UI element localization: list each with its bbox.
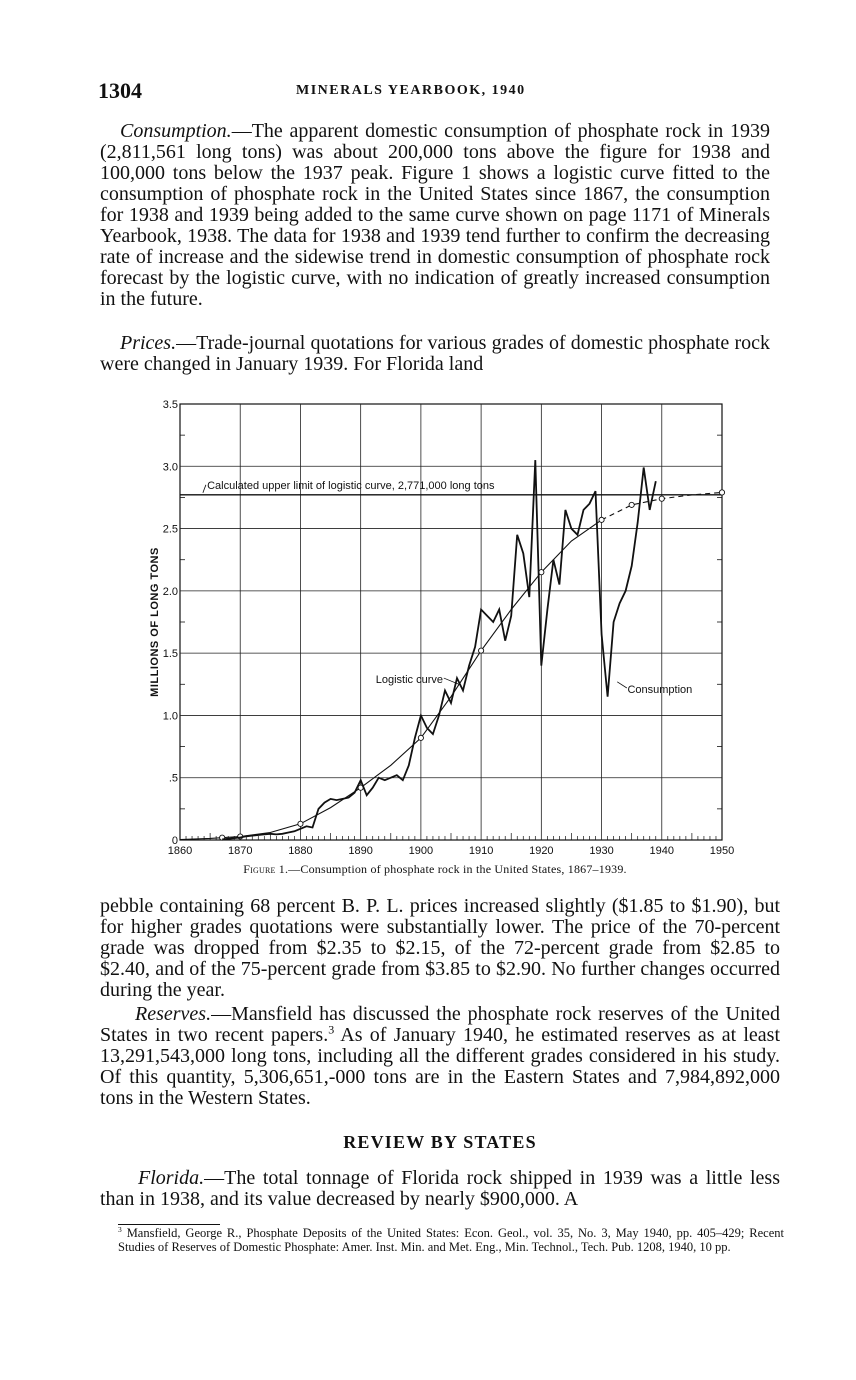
logistic-point: [719, 490, 724, 495]
consumption-chart: [140, 396, 750, 856]
footnote: [118, 1226, 784, 1254]
x-tick-label: 1940: [649, 845, 675, 856]
y-tick-label: 3.0: [162, 461, 178, 474]
x-tick-label: 1920: [529, 845, 554, 856]
consumption-paragraph: [100, 121, 770, 310]
x-tick-label: 1950: [709, 845, 735, 856]
x-tick-label: 1890: [348, 845, 373, 856]
consumption-label: Consumption.: [120, 120, 232, 142]
upper-limit-leader: [203, 485, 206, 493]
page-number: 1304: [98, 78, 142, 103]
figure-caption: [100, 862, 770, 877]
consumption-body: —The apparent domestic consumption of phosphate rock in 1939 (2,811,561 long tons) was about 200,000 tons above the figure for 1938 and 100,000 tons below the 1937 peak. Figure 1 shows a logistic curve fitted to the consumption of phosphate rock in the United States since 1867, the consumption for 1938 and 1939 being added to the same curve shown on page 1171 of Minerals Yearbook, 1938. The data for 1938 and 1939 tend further to confirm the decreasing rate of increase and the sidewise trend in domestic consumption of phosphate rock forecast by the logistic curve, with no indication of greatly increased consumption in the future.: [100, 120, 770, 310]
y-tick-label: 2.0: [162, 585, 178, 598]
figure-caption-text: —Consumption of phosphate rock in the United States, 1867–1939.: [288, 862, 627, 876]
logistic-point: [298, 821, 303, 826]
page-header: [98, 78, 778, 108]
reserves-body-a: —Mansfield has discussed the phosphate rock reserves of the United States in two recent papers.: [100, 1003, 780, 1046]
florida-body: —The total tonnage of Florida rock shipped in 1939 was a little less than in 1938, and its value decreased by nearly $900,000. A: [100, 1167, 780, 1210]
plot-frame: [180, 404, 722, 840]
florida-label: Florida.: [138, 1167, 205, 1189]
footnote-rule: [118, 1224, 220, 1225]
prices-paragraph: [100, 333, 770, 375]
x-tick-label: 1870: [227, 845, 253, 856]
upper-limit-label: Calculated upper limit of logistic curve, 2,771,000 long tons: [207, 479, 495, 492]
logistic-point: [599, 517, 604, 522]
running-title: MINERALS YEARBOOK, 1940: [296, 83, 526, 98]
y-tick-label: 1.0: [162, 710, 178, 723]
x-tick-label: 1910: [468, 845, 494, 856]
x-tick-label: 1930: [589, 845, 614, 856]
x-tick-label: 1880: [288, 845, 313, 856]
footnote-ref: 3: [328, 1022, 335, 1037]
figure-label: Figure 1.: [243, 862, 289, 876]
consumption-annotation: Consumption: [627, 684, 693, 697]
y-tick-label: 2.5: [162, 523, 178, 536]
section-heading: REVIEW BY STATES: [343, 1132, 537, 1152]
consumption-line: [222, 460, 656, 839]
prices-label: Prices.: [120, 332, 177, 354]
logistic-point: [479, 648, 484, 653]
y-tick-label: 3.5: [162, 399, 178, 411]
prices-body: —Trade-journal quotations for various grades of domestic phosphate rock were changed in January 1939. For Florida land: [100, 332, 770, 375]
y-tick-label: .5: [168, 772, 178, 785]
reserves-label: Reserves.: [135, 1003, 212, 1025]
footnote-marker: 3: [118, 1224, 122, 1234]
y-tick-label: 0: [171, 835, 178, 847]
reserves-paragraph: [100, 1004, 780, 1109]
logistic-point: [629, 502, 634, 507]
footnote-text: Mansfield, George R., Phosphate Deposits of the United States: Econ. Geol., vol. 35, No. 3, May 1940, pp. 405–429; Recent Studies of Reserves of Domestic Phosphate: Amer. Inst. Min. and Met. Eng., Min. Technol., Tech. Pub. 1208, 1940, 10 pp.: [118, 1226, 784, 1254]
florida-paragraph: [100, 1168, 780, 1210]
reserves-body-b: As of January 1940, he estimated reserves as at least 13,291,543,000 long tons, including all the different grades considered in his study. Of this quantity, 5,306,651,-000 tons are in the Eastern States and 7,984,892,000 tons in the Western States.: [100, 1024, 781, 1109]
x-tick-label: 1860: [167, 845, 193, 856]
logistic-curve-annotation: Logistic curve: [375, 674, 443, 687]
prices-continued-paragraph: pebble containing 68 percent B. P. L. prices increased slightly ($1.85 to $1.90), but for higher grades quotations were substantially lower. The price of the 70-percent grade was dropped from $2.35 to $2.15, of the 72-percent grade from $2.85 to $2.40, and of the 75-percent grade from $3.85 to $2.90. No further changes occurred during the year.: [100, 895, 780, 1001]
y-axis-label: MILLIONS OF LONG TONS: [149, 547, 161, 697]
x-tick-label: 1900: [408, 845, 434, 856]
consumption-annotation-leader: [617, 682, 627, 688]
logistic-point: [659, 496, 664, 501]
y-tick-label: 1.5: [162, 648, 178, 661]
chart-svg: [140, 396, 750, 856]
logistic-point: [418, 735, 423, 740]
